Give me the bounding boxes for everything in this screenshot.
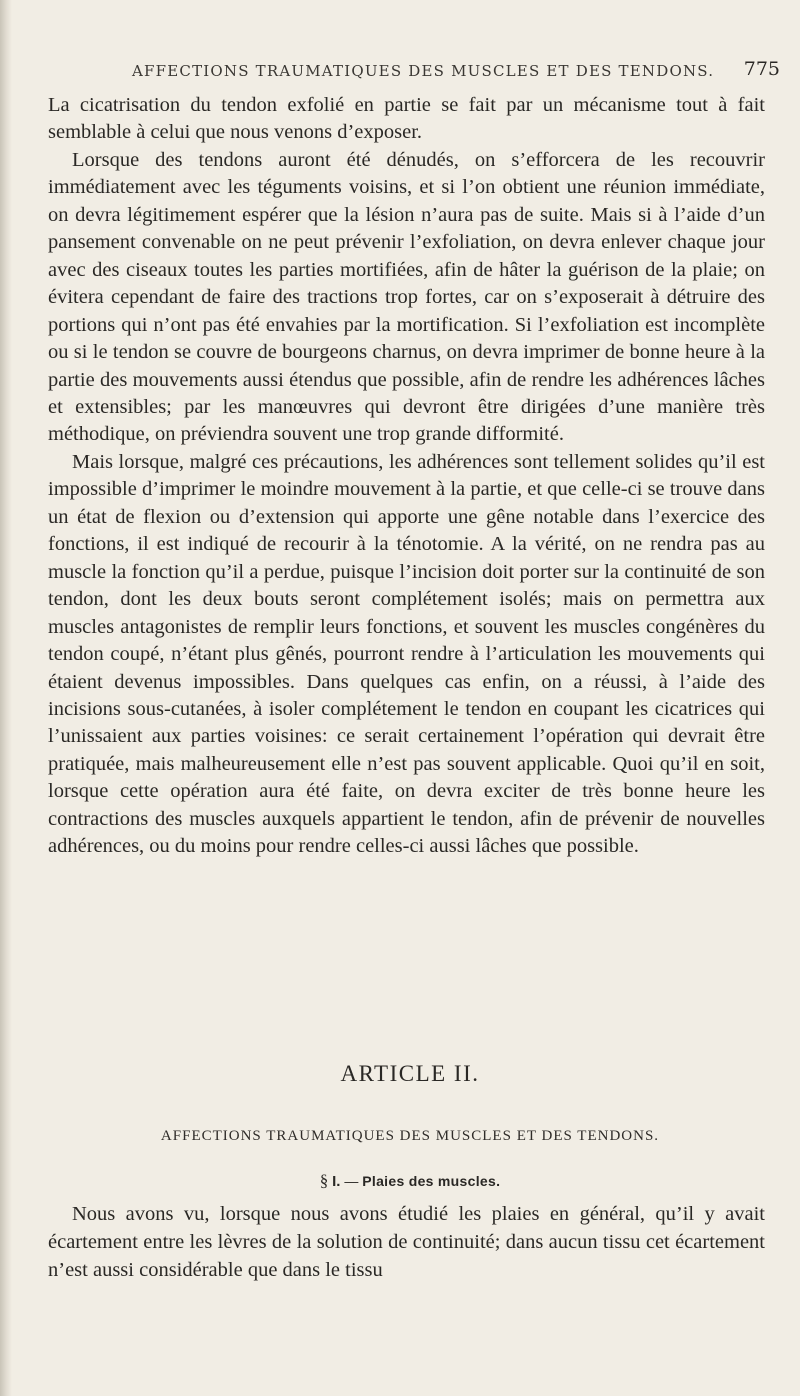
section-dash: —: [344, 1173, 359, 1189]
article-title: ARTICLE II.: [340, 1061, 480, 1086]
page-number: 775: [743, 58, 780, 80]
paragraph-3: Mais lorsque, malgré ces précautions, les adhérences sont tellement solides qu’il est impossible d’imprimer le moindre mouvement à la partie, et que celle-ci se trouve dans un état de flexion ou d’extension qui apporte une gêne notable dans l’exercice des fonctions, il est indiqué de recourir à la ténotomie. A la vérité, on ne rendra pas au muscle la fonction qu’il a perdue, puisque l’incision doit porter sur la continuité de son tendon, dont les deux bouts seront complétement isolés; mais on permettra aux muscles antagonistes de remplir leurs fonctions, et souvent les muscles congénères du tendon coupé, n’étant plus gênés, pourront rendre à l’articulation les mouvements qui étaient devenus impossibles. Dans quelques cas enfin, on a réussi, à l’aide des incisions sous-cutanées, à isoler complétement le tendon en coupant les cicatrices qui l’unissaient aux parties voisines: ce serait certainement l’opération qui devrait être pratiquée, mais malheureusement elle n’est pas souvent applicable. Quoi qu’il en soit, lorsque cette opération aura été faite, on devra exciter de très bonne heure les contractions des muscles auxquels appartient le tendon, afin de prévenir de nouvelles adhérences, ou du moins pour rendre celles-ci aussi lâches que possible.: [48, 450, 765, 858]
section-symbol: §: [319, 1171, 329, 1190]
paragraph-2: Lorsque des tendons auront été dénudés, on s’efforcera de les recouvrir immédiatement avec les téguments voisins, et si l’on obtient une réunion immédiate, on devra légitimement espérer que la lésion n’aura pas de suite. Mais si à l’aide d’un pansement convenable on ne peut prévenir l’exfoliation, on devra enlever chaque jour avec des ciseaux toutes les parties mortifiées, afin de hâter la guérison de la plaie; on évitera cependant de faire des tractions trop fortes, car on s’exposerait à détruire des portions qui n’ont pas été envahies par la mortification. Si l’exfoliation est incomplète ou si le tendon se couvre de bourgeons charnus, on devra imprimer de bonne heure à la partie des mouvements aussi étendus que possible, afin de rendre les adhérences lâches et extensibles; par les manœuvres qui devront être dirigées d’une manière très méthodique, on préviendra souvent une trop grande difformité.: [48, 148, 765, 446]
article-paragraph: Nous avons vu, lorsque nous avons étudié les plaies en général, qu’il y avait écartement entre les lèvres de la solution de continuité; dans aucun tissu cet écartement n’est aussi considérable que dans le tissu: [48, 1203, 765, 1281]
article-subtitle: AFFECTIONS TRAUMATIQUES DES MUSCLES ET DES TENDONS.: [160, 1128, 660, 1144]
article-body: [48, 1200, 765, 1284]
section-heading: [40, 1171, 780, 1191]
running-head-title: AFFECTIONS TRAUMATIQUES DES MUSCLES ET DES TENDONS.: [132, 62, 715, 80]
section-name: Plaies des muscles.: [362, 1173, 501, 1189]
body-text: [48, 92, 765, 861]
section-number: I.: [332, 1173, 341, 1190]
page-binding-shadow: [0, 0, 12, 1396]
running-head: [40, 58, 780, 86]
paragraph-1: La cicatrisation du tendon exfolié en partie se fait par un mécanisme tout à fait semblable à celui que nous venons d’exposer.: [48, 94, 765, 144]
